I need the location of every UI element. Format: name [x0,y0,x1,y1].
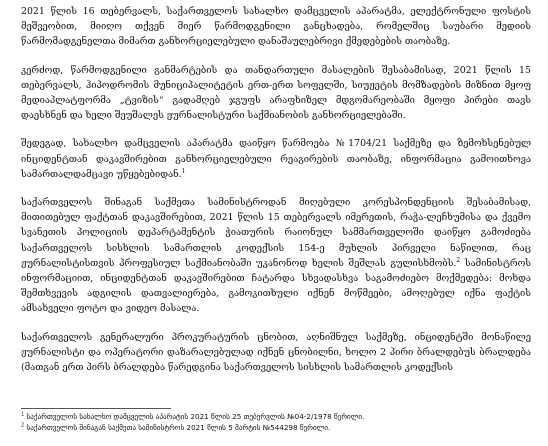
footnote-1 [21,412,531,423]
paragraph-1 [21,4,531,50]
paragraph-4-text-cont: სამინისტროს ინფორმაციით, ინციდენტთან დაკავშირებით ჩატარდა სხვადასხვა საგამოძიებო მოქმედება: მოხდა შემთხვევის ადგილის დათვალიერება, გამოკითხული იქნენ მოწმეები, ამოღებულ იქნა ფაქტის ამსახველი ფოტო და ვიდეო მასალა. [21,257,531,315]
paragraph-3 [21,136,531,182]
paragraph-2 [21,63,531,124]
footnote-divider [21,408,171,409]
paragraph-4 [21,195,531,317]
paragraph-5 [21,330,531,376]
footnote-2-mark: 2 [21,422,25,429]
footnote-1-text: საქართველოს სახალხო დამცველის აპარატის 2021 წლის 25 თებერვლის №04-2/1978 წერილი. [26,412,365,421]
paragraph-5-text: საქართველოს გენერალური პროკურატურის ცნობით, აღნიშნულ საქმეზე, ინციდენტში მონაწილე ჟურნალისტი და ოპერატორი დაზარალებულად იქნენ ცნობილნი, ხოლო 2 პირი ბრალდებუს ბრალდება (მათგან ერთ პირს ბრალდება წარედგინა საქართველოს სისხლის სამართლის კოდექსის [21,331,531,374]
paragraph-2-text: კერძოდ, წარმოდგენილი განმარტების და თანდართული მასალების შესაბამისად, 2021 წლის 15 თებერვალს, ჰიპოდრომის მუნიციპალიტეტის ერთ-ერთ სოფელში, სიუჟეტის მომზადების მიზნით მყოფ მედიაპლატფორმა „ტვიზის“ გადამღებ ჯგუფს არაფხიზელ მდგომარეობაში მყოფი პირები თავს დაესხნენ და ხელი შეუშალეს ჟურნალისტური საქმიანობის განხორციელებაში. [21,64,531,122]
footnote-2 [21,423,531,434]
footnote-ref-2[interactable]: 2 [456,256,461,264]
document-body [21,4,531,388]
footnote-1-mark: 1 [21,411,25,418]
footnote-2-text: საქართველოს შინაგან საქმეთა სამინისტროს 2021 წლის 5 მარტის №544298 წერილი. [26,422,331,432]
footnote-ref-1[interactable]: 1 [181,167,186,175]
paragraph-3-text: შედეგად, სახალხო დამცველის აპარატმა დაიწყო წარმოება №1704/21 საქმეზე და ზემოხსენებულ ინციდენტთან დაკავშირებით განხორციელებული რეაგირების თაობაზე, ინფორმაცია გამოითხოვა სამართალდამცავი უწყებებიდან. [21,138,531,180]
footnotes [21,412,531,433]
paragraph-1-text: 2021 წლის 16 თებერვალს, საქართველოს სახალხო დამცველის აპარატმა, ელექტრონული ფოსტის მეშვეობით, მიიღო თქვენ მიერ წარმოდგენილი განცხადება, რომელშიც საუბარი მედიის წარმომადგენელთა მიმართ განხორციელებული დანაშაულებრივი ქმედებების თაობაზე. [21,6,531,48]
paragraph-4-text: საქართველოს შინაგან საქმეთა სამინისტროდან მიღებული კორესპონდენციის შესაბამისად, მითითებულ ფაქტთან დაკავშირებით, 2021 წლის 15 თებერვალს იმერეთის, რაჭა-ლეჩხუმისა და ქვემო სვანეთის პოლიციის დეპარტამენტის ჭიათურის რაიონულ სამმართველოში დაიწყო გამოძიება საქართველოს სისხლის სამართლის კოდექსის 154-ე მუხლის პირველი ნაწილით, რაც ჟურნალისტისთვის პროფესიულ საქმიანობაში უკანონოდ ხელის შეშლას გულისხმობს. [21,197,531,269]
